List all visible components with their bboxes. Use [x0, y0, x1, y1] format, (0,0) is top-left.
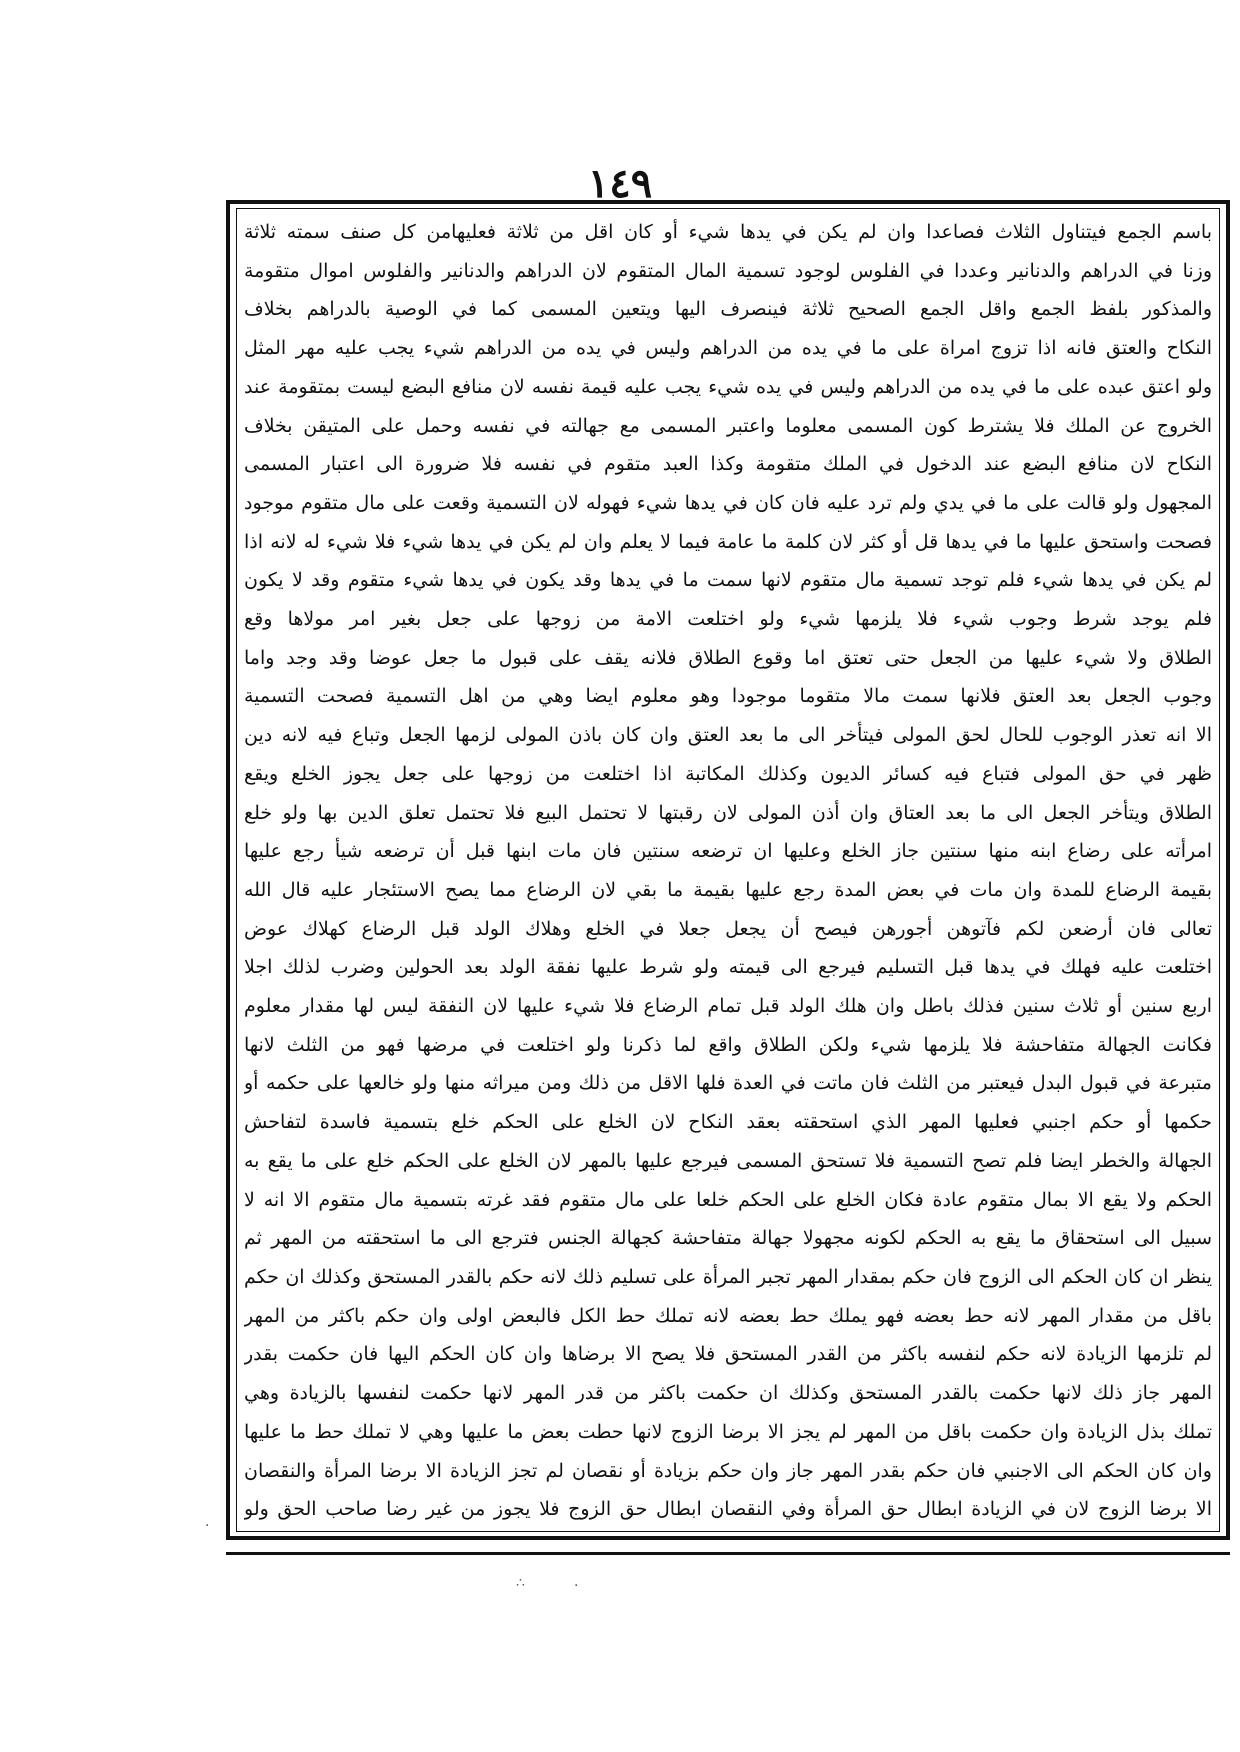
text-line: فصحت واستحق عليها ما في يدها قل أو كثر لان كلمة ما عامة فيما لا يعلم وان لم يكن في يدها شيء فلا شيء له لانه اذا [244, 530, 1212, 553]
text-line: الطلاق ولا شيء عليها من الجعل حتى تعتق اما وقوع الطلاق فلانه يقف على قبول ما جعل عوضا وقد وجد واما [244, 646, 1212, 669]
text-line: الخروج عن الملك فلا يشترط كون المسمى معلوما واعتبر المسمى مع جهالته في نفسه وحمل على المتيقن بخلاف [244, 414, 1212, 437]
text-line: اختلعت عليه فهلك في يدها قبل التسليم فيرجع الى قيمته ولو شرط عليها نفقة الولد بعد الحولين وضرب لذلك اجلا [244, 956, 1212, 979]
text-line: لم تلزمها الزيادة لانه حكم لنفسه باكثر من القدر المستحق فلا يصح الا برضاها وان كان الحكم اليها فان حكمت بقدر [244, 1343, 1212, 1366]
text-line: الحكم ولا يقع الا بمال متقوم عادة فكان الخلع على الحكم خلعا على مال متقوم فقد غرته بتسمية مال متقوم الا انه لا [244, 1188, 1212, 1211]
text-line: باقل من مقدار المهر لانه حط بعضه فهو يملك حط بعضه لانه تملك حط الكل فالبعض اولى وان حكم باكثر من المهر [244, 1304, 1212, 1327]
ink-speck: ∴ [516, 1575, 525, 1591]
text-line: الجهالة والخطر ايضا فلم تصح التسمية فلا تستحق المسمى فيرجع عليها بالمهر لان الخلع على الحكم خلع على ما يقع به [244, 1149, 1212, 1172]
main-text-block [244, 212, 1212, 1528]
text-line: ينظر ان كان الحكم الى الزوج فان حكم بمقدار المهر تجبر المرأة على تسليم ذلك لانه حكم بالقدر المستحق وكذلك ان حكم [244, 1265, 1212, 1288]
text-line: بقيمة الرضاع للمدة وان مات في بعض المدة رجع عليها بقيمة ما بقي لان الرضاع مما يصح الاستئجار عليه قال الله [244, 878, 1212, 901]
text-line: والمذكور بلفظ الجمع واقل الجمع الصحيح ثلاثة فينصرف اليها ويتعين المسمى كما في الوصية بالدراهم بخلاف [244, 298, 1212, 321]
text-line: ولو اعتق عبده على ما في يده من الدراهم وليس في يده شيء يجب عليه قيمة نفسه لان منافع البضع ليست بمتقومة عند [244, 375, 1212, 398]
text-line: النكاح والعتق فانه اذا تزوج امراة على ما في يده من الدراهم وليس في يده من الدراهم شيء يجب عليه مهر المثل [244, 337, 1212, 360]
bottom-rule [226, 1552, 1230, 1555]
text-line: الا برضا الزوج لان في الزيادة ابطال حق المرأة وفي النقصان ابطال حق الزوج فلا يجوز من غير رضا صاحب الحق ولو [244, 1498, 1212, 1521]
text-line: تعالى فان أرضعن لكم فآتوهن أجورهن فيصح أن يجعل جعلا في الخلع وهلاك الولد قبل الرضاع كهلاك عوض [244, 917, 1212, 940]
text-line: وزنا في الدراهم والدنانير وعددا في الفلوس لوجود تسمية المال المتقوم لان الدراهم والدنانير والفلوس اموال متقومة [244, 259, 1212, 282]
text-line: تملك بذل الزيادة وان حكمت باقل من المهر لم يجز الا برضا الزوج لانها حطت بعض ما عليها وهي لا تملك حط ما عليها [244, 1420, 1212, 1443]
text-line: النكاح لان منافع البضع عند الدخول في الملك متقومة وكذا العبد متقوم في نفسه فلا ضرورة الى اعتبار المسمى [244, 453, 1212, 476]
page-number: ١٤٩ [587, 160, 653, 207]
text-line: سبيل الى استحقاق ما يقع به الحكم لكونه مجهولا جهالة متفاحشة كجهالة الجنس فترجع الى ما استحقته من المهر ثم [244, 1227, 1212, 1250]
text-line: المجهول ولو قالت على ما في يدي ولم ترد عليه فان كان في يدها شيء فهوله لان التسمية وقعت على مال متقوم موجود [244, 491, 1212, 514]
text-line: المهر جاز ذلك لانها حكمت بالقدر المستحق وكذلك ان حكمت باكثر من قدر المهر لانها حكمت لنفسها بالزيادة وهي [244, 1382, 1212, 1405]
text-line: حكمها أو حكم اجنبي فعليها المهر الذي استحقته بعقد النكاح لان الخلع على الحكم خلع بتسمية فاسدة لتفاحش [244, 1111, 1212, 1134]
text-line: فلم يوجد شرط وجوب شيء فلا يلزمها شيء ولو اختلعت الامة من زوجها على جعل بغير امر مولاها وقع [244, 608, 1212, 631]
text-line: الطلاق ويتأخر الجعل الى ما بعد العتاق وان أذن المولى لان رقبتها لا تحتمل البيع فلا تحتمل تعلق الدين بها ولو خلع [244, 801, 1212, 824]
text-line: امرأته على رضاع ابنه منها سنتين جاز الخلع وعليها ان ترضعه سنتين فان مات ابنها قبل أن ترضعه شيأ رجع عليها [244, 840, 1212, 863]
ink-speck: · [574, 1578, 579, 1594]
text-line: الا انه تعذر الوجوب للحال لحق المولى فيتأخر الى ما بعد العتق وان كان باذن المولى لزمها الجعل وتباع فيه لانه دين [244, 724, 1212, 747]
ink-speck: · [205, 1518, 210, 1534]
text-line: متبرعة في قبول البدل فيعتبر من الثلث فان ماتت في العدة فلها الاقل من ذلك ومن ميراثه منها ولو خالعها على حكمه أو [244, 1072, 1212, 1095]
text-line: وان كان الحكم الى الاجنبي فان حكم بقدر المهر جاز وان حكم بزيادة أو نقصان لم تجز الزيادة الا برضا المرأة والنقصان [244, 1459, 1212, 1482]
text-line: لم يكن في يدها شيء فلم توجد تسمية مال متقوم لانها سمت ما في يدها وقد يكون في يدها شيء متقوم وقد لا يكون [244, 569, 1212, 592]
text-line: فكانت الجهالة متفاحشة فلا يلزمها شيء ولكن الطلاق واقع لما ذكرنا ولو اختلعت في مرضها فهو من الثلث لانها [244, 1033, 1212, 1056]
text-line: باسم الجمع فيتناول الثلاث فصاعدا وان لم يكن في يدها شيء أو كان اقل من ثلاثة فعليهامن كل صنف سمته ثلاثة [244, 221, 1212, 243]
text-line: اربع سنين أو ثلاث سنين فذلك باطل وان هلك الولد قبل تمام الرضاع فلا شيء عليها لان النفقة ليس لها مقدار معلوم [244, 995, 1212, 1018]
text-line: وجوب الجعل بعد العتق فلانها سمت مالا متقوما موجودا وهو معلوم ايضا وهي من اهل التسمية فصحت التسمية [244, 685, 1212, 708]
text-line: ظهر في حق المولى فتباع فيه كسائر الديون وكذلك المكاتبة اذا اختلعت من زوجها على جعل يجوز الخلع ويقع [244, 762, 1212, 785]
